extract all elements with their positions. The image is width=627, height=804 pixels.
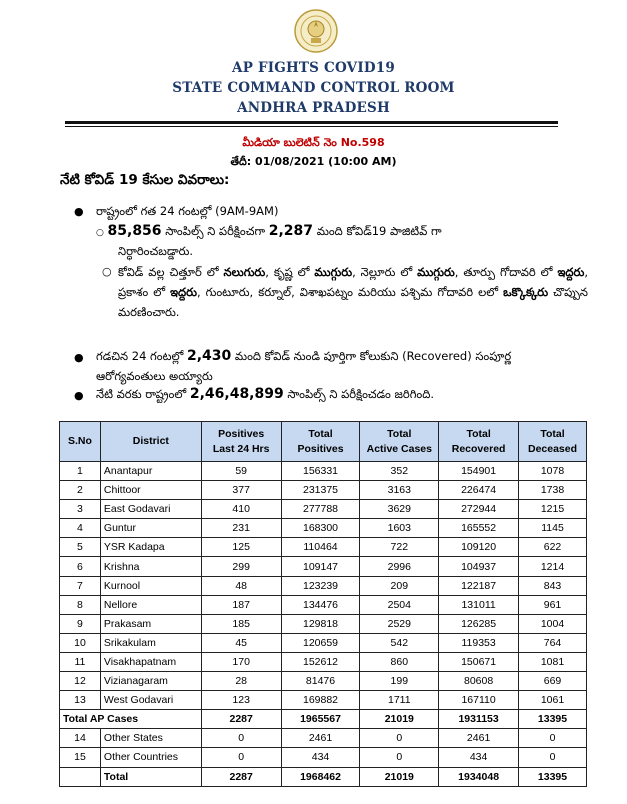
table-cell: 165552 — [439, 519, 519, 538]
bullet-icon: ● — [74, 205, 84, 218]
table-cell: 1078 — [519, 462, 587, 481]
header-total-positives: Total Positives — [281, 422, 360, 462]
table-cell: 299 — [201, 557, 281, 576]
bullet2-tail: మంది కోవిడ్ నుండి పూర్తిగా కోలుకుని (Recovered) సంపూర్ణ — [234, 349, 512, 363]
table-cell: 81476 — [281, 672, 360, 691]
table-row — [60, 691, 587, 710]
sub-bullet-icon: ○ — [96, 228, 104, 238]
table-cell: 0 — [360, 729, 439, 748]
table-cell: 134476 — [281, 595, 360, 614]
table-cell: 1931153 — [439, 710, 519, 729]
bullet3-line — [96, 384, 434, 404]
table-row — [60, 672, 587, 691]
table-cell: 0 — [519, 748, 587, 767]
table-cell: 59 — [201, 462, 281, 481]
deaths-text: , కృష్ణ లో — [265, 265, 315, 279]
table-cell: 231 — [201, 519, 281, 538]
table-cell: Guntur — [100, 519, 201, 538]
table-row — [60, 557, 587, 576]
samples-tested: 85,856 — [107, 223, 162, 239]
table-cell: 1 — [60, 462, 101, 481]
header-line-1: AP FIGHTS COVID19 — [232, 60, 395, 76]
table-cell: 15 — [60, 748, 101, 767]
header-positives-24h: Positives Last 24 Hrs — [201, 422, 281, 462]
deaths-count: నలుగురు — [223, 265, 266, 279]
bullet-icon: ● — [74, 389, 84, 402]
table-cell: 2996 — [360, 557, 439, 576]
bullet1-line1: రాష్ట్రంలో గత 24 గంటల్లో (9AM-9AM) — [96, 204, 279, 218]
table-header-row — [60, 422, 587, 462]
table-cell: 1214 — [519, 557, 587, 576]
table-cell: 1603 — [360, 519, 439, 538]
date-value: 01/08/2021 (10:00 AM) — [251, 155, 397, 168]
table-cell: Other States — [100, 729, 201, 748]
table-cell: Other Countries — [100, 748, 201, 767]
table-row — [60, 652, 587, 671]
table-cell: 1081 — [519, 652, 587, 671]
deaths-count: ఇద్దరు — [557, 265, 585, 279]
table-row — [60, 481, 587, 500]
table-cell: 226474 — [439, 481, 519, 500]
table-cell: Srikakulam — [100, 633, 201, 652]
deaths-text: , ప్రకాశం లో — [118, 265, 588, 299]
table-row — [60, 633, 587, 652]
table-cell: 231375 — [281, 481, 360, 500]
total-samples: 2,46,48,899 — [189, 386, 284, 402]
table-row — [60, 614, 587, 633]
table-cell: Total AP Cases — [60, 710, 202, 729]
recovered-count: 2,430 — [186, 348, 232, 364]
table-cell: 13395 — [519, 767, 587, 786]
table-cell: 2504 — [360, 595, 439, 614]
deaths-count: ముగ్గురు — [417, 265, 455, 279]
deaths-text: , తూర్పు గోదావరి లో — [454, 265, 558, 279]
table-cell: 0 — [201, 729, 281, 748]
table-cell: Krishna — [100, 557, 201, 576]
table-cell: 1061 — [519, 691, 587, 710]
andhra-pradesh-emblem — [293, 8, 339, 54]
table-cell: 961 — [519, 595, 587, 614]
deaths-count: ఇద్దరు — [170, 285, 197, 299]
table-cell: 109120 — [439, 538, 519, 557]
table-cell: 1145 — [519, 519, 587, 538]
table-cell: 187 — [201, 595, 281, 614]
table-cell: 352 — [360, 462, 439, 481]
table-row — [60, 538, 587, 557]
table-row — [60, 462, 587, 481]
table-cell: 4 — [60, 519, 101, 538]
table-cell: 669 — [519, 672, 587, 691]
table-cell: 13 — [60, 691, 101, 710]
table-cell: 21019 — [360, 767, 439, 786]
table-cell: 3 — [60, 500, 101, 519]
district-cases-table — [59, 421, 587, 787]
table-cell: East Godavari — [100, 500, 201, 519]
ap-total-row — [60, 710, 587, 729]
header-active-cases: Total Active Cases — [360, 422, 439, 462]
table-cell: Total — [100, 767, 201, 786]
table-cell: 1934048 — [439, 767, 519, 786]
header-sno: S.No — [60, 422, 101, 462]
bullet2-line1 — [96, 346, 590, 366]
table-cell: 104937 — [439, 557, 519, 576]
bulletin-number: మీడియా బులెటిన్ నెం No.598 — [242, 136, 385, 149]
table-cell: 80608 — [439, 672, 519, 691]
table-cell: 0 — [360, 748, 439, 767]
table-cell: 109147 — [281, 557, 360, 576]
table-cell: 5 — [60, 538, 101, 557]
table-cell: 167110 — [439, 691, 519, 710]
table-cell: 1004 — [519, 614, 587, 633]
grand-total-row — [60, 767, 587, 786]
table-cell: 150671 — [439, 652, 519, 671]
bullet1-mid: సాంపిల్స్ ని పరీక్షించగా — [165, 224, 266, 238]
table-cell: 722 — [360, 538, 439, 557]
header-divider-thick — [65, 121, 558, 124]
table-cell: Anantapur — [100, 462, 201, 481]
table-cell: 119353 — [439, 633, 519, 652]
bullet-icon: ● — [74, 351, 84, 364]
header-line-3: ANDHRA PRADESH — [237, 100, 390, 116]
table-cell: 3629 — [360, 500, 439, 519]
table-cell: Chittoor — [100, 481, 201, 500]
page-heading: నేటి కోవిడ్ 19 కేసుల వివరాలు: — [60, 172, 230, 188]
table-cell: 209 — [360, 576, 439, 595]
header-district: District — [100, 422, 201, 462]
table-cell: 125 — [201, 538, 281, 557]
table-cell: 10 — [60, 633, 101, 652]
table-cell: 168300 — [281, 519, 360, 538]
table-cell: 6 — [60, 557, 101, 576]
table-cell: 122187 — [439, 576, 519, 595]
table-cell: 126285 — [439, 614, 519, 633]
table-cell: 152612 — [281, 652, 360, 671]
table-cell: 764 — [519, 633, 587, 652]
table-cell: 154901 — [439, 462, 519, 481]
table-cell: Visakhapatnam — [100, 652, 201, 671]
table-cell: 110464 — [281, 538, 360, 557]
table-cell: Prakasam — [100, 614, 201, 633]
bullet2-line2: ఆరోగ్యవంతులు అయ్యారు — [96, 369, 213, 383]
table-cell: 3163 — [360, 481, 439, 500]
table-cell: 860 — [360, 652, 439, 671]
sub-bullet-icon: ○ — [102, 265, 112, 278]
bullet1-line3: నిర్ధారించబడ్డారు. — [118, 244, 194, 258]
table-cell: 1968462 — [281, 767, 360, 786]
table-cell: 0 — [519, 729, 587, 748]
table-cell: Kurnool — [100, 576, 201, 595]
table-cell: 7 — [60, 576, 101, 595]
table-cell: 48 — [201, 576, 281, 595]
deaths-count: ముగ్గురు — [314, 265, 353, 279]
table-cell: West Godavari — [100, 691, 201, 710]
table-cell: 12 — [60, 672, 101, 691]
table-cell: 156331 — [281, 462, 360, 481]
bullet3-lead: నేటి వరకు రాష్ట్రంలో — [96, 387, 187, 401]
table-cell: 45 — [201, 633, 281, 652]
table-cell: 2 — [60, 481, 101, 500]
table-cell: 13395 — [519, 710, 587, 729]
table-cell: 170 — [201, 652, 281, 671]
table-row — [60, 729, 587, 748]
table-cell: 120659 — [281, 633, 360, 652]
table-cell: 2461 — [281, 729, 360, 748]
date-label: తేదీ: — [230, 155, 252, 168]
table-cell: 123 — [201, 691, 281, 710]
deaths-text: చొప్పున మరణించారు. — [118, 285, 589, 319]
table-cell: 9 — [60, 614, 101, 633]
table-cell — [60, 767, 101, 786]
header-divider-thin — [65, 126, 558, 127]
bullet2-lead: గడచిన 24 గంటల్లో — [96, 349, 184, 363]
table-cell: 8 — [60, 595, 101, 614]
table-cell: 377 — [201, 481, 281, 500]
deaths-text: కోవిడ్ వల్ల చిత్తూర్ లో — [118, 265, 224, 279]
table-cell: 1738 — [519, 481, 587, 500]
table-cell: 843 — [519, 576, 587, 595]
table-body — [60, 462, 587, 787]
table-cell: 2529 — [360, 614, 439, 633]
bulletin-date — [0, 155, 627, 171]
table-cell: 21019 — [360, 710, 439, 729]
table-row — [60, 576, 587, 595]
table-cell: 28 — [201, 672, 281, 691]
table-cell: 1711 — [360, 691, 439, 710]
table-row — [60, 500, 587, 519]
header-recovered: Total Recovered — [439, 422, 519, 462]
table-cell: 11 — [60, 652, 101, 671]
table-cell: 434 — [281, 748, 360, 767]
table-cell: 2287 — [201, 710, 281, 729]
bullet3-tail: సాంపిల్స్ ని పరీక్షించడం జరిగింది. — [287, 387, 435, 401]
table-cell: 410 — [201, 500, 281, 519]
table-cell: 272944 — [439, 500, 519, 519]
table-cell: 1965567 — [281, 710, 360, 729]
table-cell: 129818 — [281, 614, 360, 633]
table-cell: 131011 — [439, 595, 519, 614]
bullet1-line2 — [96, 221, 586, 243]
deaths-paragraph — [102, 262, 589, 322]
table-cell: Vizianagaram — [100, 672, 201, 691]
table-cell: 123239 — [281, 576, 360, 595]
table-cell: Nellore — [100, 595, 201, 614]
table-cell: 0 — [201, 748, 281, 767]
deaths-text: , నెల్లూరు లో — [352, 265, 418, 279]
header-line-2: STATE COMMAND CONTROL ROOM — [172, 80, 455, 96]
table-cell: 185 — [201, 614, 281, 633]
table-row — [60, 748, 587, 767]
table-cell: 169882 — [281, 691, 360, 710]
table-cell: 277788 — [281, 500, 360, 519]
table-cell: 2461 — [439, 729, 519, 748]
table-cell: 542 — [360, 633, 439, 652]
deaths-text: , గుంటూరు, కర్నూల్, విశాఖపట్నం మరియు పశ్చిమ గోదావరి లలో — [196, 285, 504, 299]
deaths-count: ఒక్కొక్కరు — [503, 285, 549, 299]
table-cell: YSR Kadapa — [100, 538, 201, 557]
positives-count: 2,287 — [268, 223, 314, 239]
table-cell: 1215 — [519, 500, 587, 519]
table-cell: 434 — [439, 748, 519, 767]
table-cell: 199 — [360, 672, 439, 691]
table-cell: 2287 — [201, 767, 281, 786]
bullet1-tail: మంది కోవిడ్19 పాజిటివ్ గా — [316, 224, 442, 238]
header-deceased: Total Deceased — [519, 422, 587, 462]
table-row — [60, 519, 587, 538]
table-row — [60, 595, 587, 614]
table-cell: 622 — [519, 538, 587, 557]
table-cell: 14 — [60, 729, 101, 748]
